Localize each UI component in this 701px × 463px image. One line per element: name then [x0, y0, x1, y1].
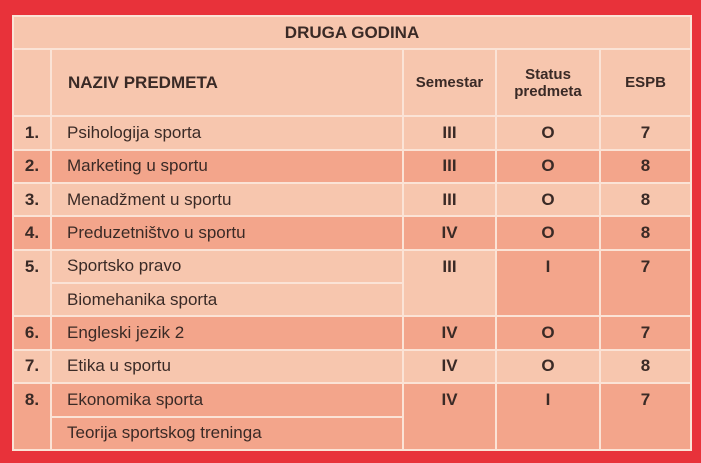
course-status: O [496, 316, 600, 349]
course-name: Engleski jezik 2 [51, 316, 403, 349]
course-semester: III [403, 250, 496, 317]
course-name: Marketing u sportu [51, 150, 403, 183]
course-name: Etika u sportu [51, 350, 403, 383]
course-espb: 8 [600, 183, 691, 216]
course-semester: IV [403, 316, 496, 349]
table-row [13, 350, 691, 383]
course-name: Preduzetništvo u sportu [51, 216, 403, 249]
course-status: O [496, 150, 600, 183]
course-espb: 7 [600, 250, 691, 317]
course-espb: 8 [600, 150, 691, 183]
course-name: Psihologija sporta [51, 116, 403, 149]
course-status: I [496, 250, 600, 317]
course-name-alt: Teorija sportskog treninga [51, 417, 403, 450]
course-status: O [496, 350, 600, 383]
table-row [13, 250, 691, 283]
course-name-alt: Biomehanika sporta [51, 283, 403, 316]
course-espb: 7 [600, 383, 691, 450]
table-title: DRUGA GODINA [13, 16, 691, 49]
row-number: 3. [13, 183, 51, 216]
course-name: Menadžment u sportu [51, 183, 403, 216]
course-semester: III [403, 183, 496, 216]
header-espb: ESPB [600, 49, 691, 116]
row-number: 7. [13, 350, 51, 383]
course-semester: III [403, 116, 496, 149]
course-espb: 8 [600, 216, 691, 249]
course-status: O [496, 216, 600, 249]
course-semester: III [403, 150, 496, 183]
course-status: O [496, 183, 600, 216]
table-row [13, 383, 691, 416]
header-row [13, 49, 691, 116]
course-table-panel [12, 15, 690, 451]
header-semester: Semestar [403, 49, 496, 116]
course-name: Sportsko pravo [51, 250, 403, 283]
table-row [13, 116, 691, 149]
table-row [13, 216, 691, 249]
course-name: Ekonomika sporta [51, 383, 403, 416]
course-espb: 8 [600, 350, 691, 383]
table-row [13, 316, 691, 349]
course-status: I [496, 383, 600, 450]
header-status [496, 49, 600, 116]
course-semester: IV [403, 383, 496, 450]
course-semester: IV [403, 216, 496, 249]
course-espb: 7 [600, 116, 691, 149]
header-status-line2: predmeta [514, 82, 582, 100]
course-espb: 7 [600, 316, 691, 349]
row-number: 1. [13, 116, 51, 149]
course-semester: IV [403, 350, 496, 383]
course-status: O [496, 116, 600, 149]
header-num [13, 49, 51, 116]
table-row [13, 150, 691, 183]
header-status-line1: Status [525, 65, 571, 83]
course-table [12, 15, 692, 451]
row-number: 6. [13, 316, 51, 349]
row-number: 5. [13, 250, 51, 317]
table-row [13, 183, 691, 216]
row-number: 4. [13, 216, 51, 249]
row-number: 2. [13, 150, 51, 183]
row-number: 8. [13, 383, 51, 450]
header-course-name: NAZIV PREDMETA [51, 49, 403, 116]
